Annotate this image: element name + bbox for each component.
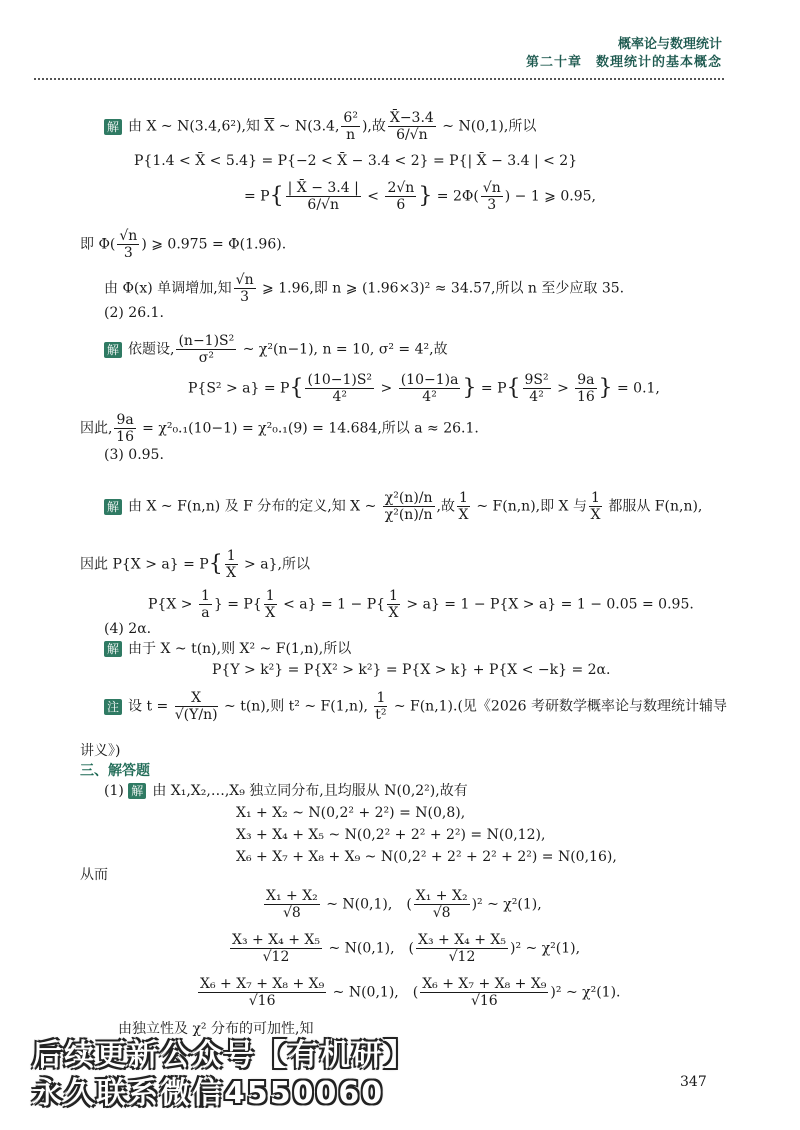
fraction: $\frac{\text{X₁ + X₂}}{√8}$ [415,888,468,921]
line-20: X₁ + X₂ ~ N(0,2² + 2²) = N(0,8), [236,805,466,821]
answer-4: (4) 2α. [104,621,152,637]
watermark-line-1: 后续更新公众号【有机研】 [32,1038,416,1073]
line-16: P{Y > k²} = P{X² > k²} = P{X > k} + P{X < −k} = 2α. [212,662,611,678]
running-header [526,36,722,72]
line-1: 解 由 X ~ N(3.4,6²),知 $\overline{X}$ ~ N(3.4, $\frac{\text{6²}}{n}$ ),故 $\frac{X̄-3.4}{6/√n}$ ~ N(0,1),所以 [104,110,536,143]
fraction: $\frac{\text{X₆ + X₇ + X₈ + X₉}}{√16}$ [200,976,325,1009]
header-chapter: 第二十章 数理统计的基本概念 [525,55,722,70]
fraction: $\frac{√n}{3}$ [235,272,254,305]
line-23: 从而 [80,867,108,883]
fraction: $\frac{√n}{3}$ [482,180,501,213]
jie-badge: 解 [104,499,122,515]
line-4: 即 Φ( $\frac{√n}{3}$ ) ⩾ 0.975 = Φ(1.96). [80,228,287,261]
answer-3: (3) 0.95. [104,447,164,463]
fraction: $\frac{\text{9S²}}{\text{4²}}$ [524,372,549,405]
fraction: $\frac{\text{X₃ + X₄ + X₅}}{√12}$ [417,932,506,965]
line-2: P{1.4 < X̄ < 5.4} = P{−2 < X̄ − 3.4 < 2} = P{| X̄ − 3.4 | < 2} [134,153,578,169]
fraction: $\frac{1}{X}$ [458,490,469,523]
fraction: $\frac{2√n}{6}$ [387,180,415,213]
header-subject: 概率论与数理统计 [617,37,722,52]
line-11: 解 由 X ~ F(n,n) 及 F 分布的定义,知 X ~ $\frac{\text{χ²(n)/n}}{\text{χ²(n)/n}}$ ,故 $\frac{1}{X}$ ~ F(n,n),即 X 与 $\frac{1}{X}$ 都服从 F(n,n), [104,490,702,523]
page-number: 347 [680,1074,707,1090]
zhu-badge: 注 [104,699,122,715]
line-26: $\frac{\text{X₆ + X₇ + X₈ + X₉}}{√16}$ ~ N(0,1), ( $\frac{\text{X₆ + X₇ + X₈ + X₉}}{√16}$ )² ~ χ²(1). [200,976,621,1009]
line-17: 注 设 t = $\frac{X}{√(Y/n)}$ ~ t(n),则 t² ~ F(1,n), $\frac{1}{\text{t²}}$ ~ F(n,1).(见《2026 考研数学概率论与数理统计辅导 [104,690,727,723]
line-13: P{X > $\frac{1}{a}$ } = P{ $\frac{1}{X}$ < a} = 1 − P{ $\frac{1}{X}$ > a} = 1 − P{X > a} = 1 − 0.05 = 0.95. [148,588,694,621]
fraction: $\frac{\text{6²}}{n}$ [343,110,358,143]
header-rule [34,78,724,80]
line-25: $\frac{\text{X₃ + X₄ + X₅}}{√12}$ ~ N(0,1), ( $\frac{\text{X₃ + X₄ + X₅}}{√12}$ )² ~ χ²(1), [232,932,581,965]
fraction: $\frac{| X̄ - 3.4 |}{6/√n}$ [287,180,359,213]
jie-badge: 解 [104,641,122,657]
line-12: 因此 P{X > a} = P{ $\frac{1}{X}$ > a},所以 [80,548,310,581]
section-heading: 三、解答题 [80,763,150,779]
fraction: $\frac{1}{a}$ [200,588,210,621]
fraction: $\frac{\text{X₆ + X₇ + X₈ + X₉}}{√16}$ [422,976,547,1009]
line-18: 讲义》) [80,743,121,759]
line-3: = P{ $\frac{| X̄ - 3.4 |}{6/√n}$ < $\frac{2√n}{6}$ } = 2Φ( $\frac{√n}{3}$ ) − 1 ⩾ 0.95, [244,180,596,213]
line-24: $\frac{\text{X₁ + X₂}}{√8}$ ~ N(0,1), ( $\frac{\text{X₁ + X₂}}{√8}$ )² ~ χ²(1), [266,888,542,921]
fraction: $\frac{\text{(n−1)S²}}{\text{σ²}}$ [178,333,235,366]
line-8: P{S² > a} = P{ $\frac{\text{(10−1)S²}}{\text{4²}}$ > $\frac{(10-1)a}{\text{4²}}$ } = P{ $\frac{\text{9S²}}{\text{4²}}$ > $\frac{9a}{16}$ } = 0.1, [188,372,660,405]
fraction: $\frac{X̄-3.4}{6/√n}$ [389,110,434,143]
fraction: $\frac{1}{X}$ [590,490,601,523]
line-15: 解 由于 X ~ t(n),则 X² ~ F(1,n),所以 [104,640,351,658]
fraction: $\frac{\text{χ²(n)/n}}{\text{χ²(n)/n}}$ [384,490,433,523]
line-19: (1) 解 由 X₁,X₂,…,X₉ 独立同分布,且均服从 N(0,2²),故有 [104,783,468,799]
line-7: 解 依题设, $\frac{\text{(n−1)S²}}{\text{σ²}}$ ~ χ²(n−1), n = 10, σ² = 4²,故 [104,333,448,366]
jie-badge: 解 [128,783,146,799]
line-22: X₆ + X₇ + X₈ + X₉ ~ N(0,2² + 2² + 2² + 2²) = N(0,16), [236,849,617,865]
fraction: $\frac{1}{X}$ [265,588,276,621]
fraction: $\frac{\text{X₁ + X₂}}{√8}$ [266,888,318,921]
jie-badge: 解 [104,119,122,135]
fraction: $\frac{√n}{3}$ [119,228,138,261]
line-21: X₃ + X₄ + X₅ ~ N(0,2² + 2² + 2²) = N(0,12), [236,827,546,843]
line-9: 因此, $\frac{9a}{16}$ = χ²₀.₁(10−1) = χ²₀.₁(9) = 14.684,所以 a ≈ 26.1. [80,412,479,445]
fraction: $\frac{1}{\text{t²}}$ [375,690,387,723]
line-5: 由 Φ(x) 单调增加,知 $\frac{√n}{3}$ ⩾ 1.96,即 n ⩾ (1.96×3)² ≈ 34.57,所以 n 至少应取 35. [104,272,625,305]
fraction: $\frac{(10-1)a}{\text{4²}}$ [400,372,459,405]
fraction: $\frac{\text{(10−1)S²}}{\text{4²}}$ [307,372,373,405]
answer-2: (2) 26.1. [104,305,164,321]
watermark-line-2: 永久联系微信4550060 [32,1076,385,1111]
fraction: $\frac{\text{X₃ + X₄ + X₅}}{√12}$ [232,932,320,965]
line-27: 由独立性及 χ² 分布的可加性,知 [118,1021,314,1037]
jie-badge: 解 [104,342,122,358]
fraction: $\frac{9a}{16}$ [116,412,134,445]
fraction: $\frac{X}{√(Y/n)}$ [174,690,218,723]
fraction: $\frac{1}{X}$ [388,588,399,621]
fraction: $\frac{9a}{16}$ [576,372,595,405]
fraction: $\frac{1}{X}$ [226,548,237,581]
